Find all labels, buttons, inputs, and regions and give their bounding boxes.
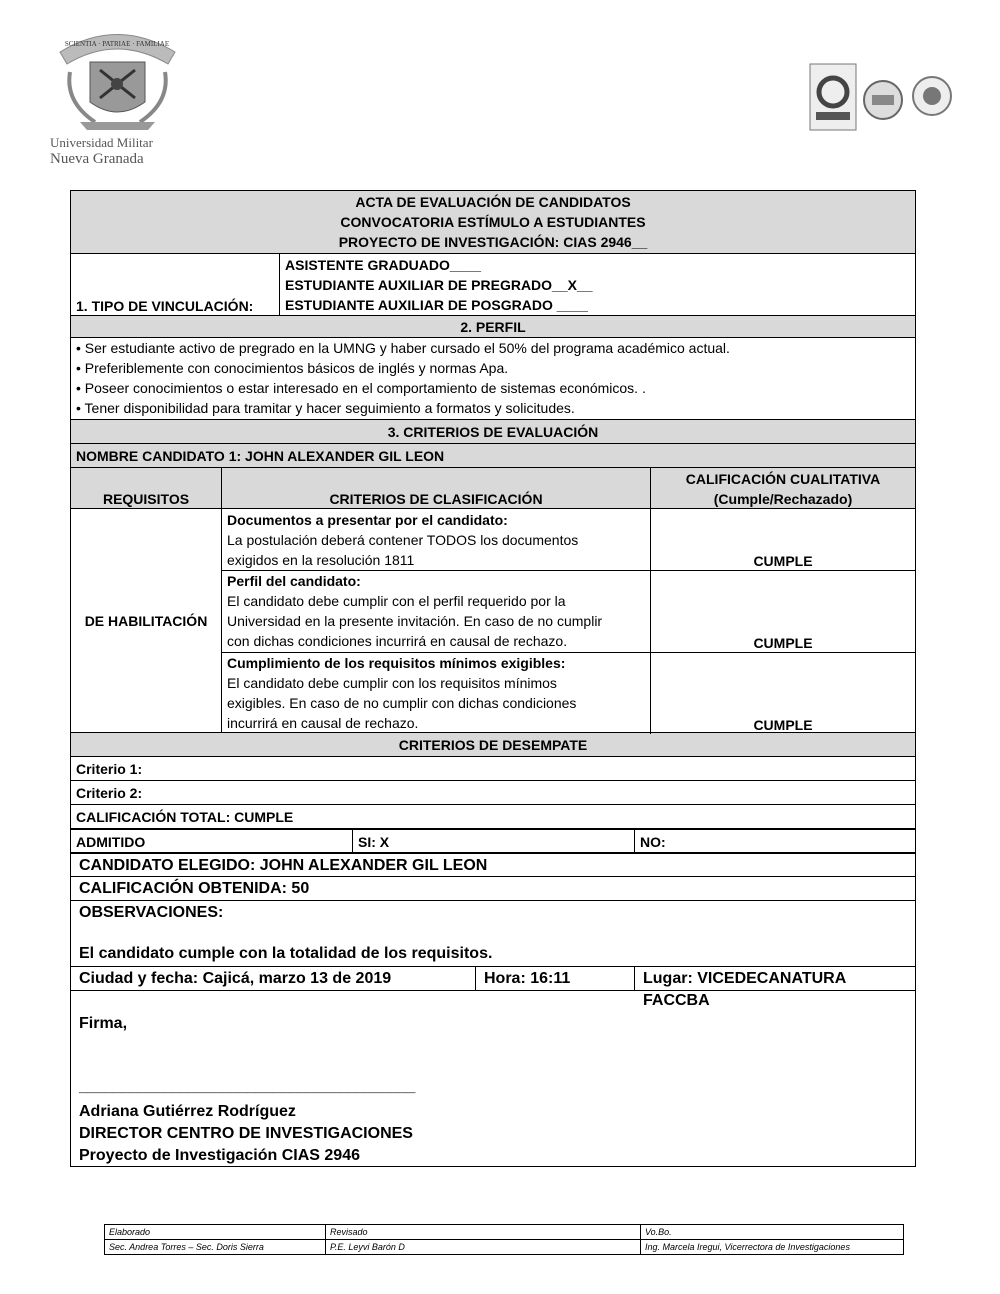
criterio-text: Universidad en la presente invitación. En caso de no cumplir <box>227 613 603 629</box>
footer-header-elaborado: Elaborado <box>105 1225 326 1240</box>
criterio-title: Documentos a presentar por el candidato: <box>227 512 508 528</box>
criterio2-label: Criterio 2: <box>76 785 143 801</box>
university-crest-icon <box>50 22 185 134</box>
criterio-result: CUMPLE <box>650 653 915 734</box>
title-line-2: CONVOCATORIA ESTÍMULO A ESTUDIANTES <box>340 214 646 230</box>
criterio-row-requisitos <box>222 652 915 734</box>
icontec-certification-icon <box>810 64 856 130</box>
perfil-item: • Preferiblemente con conocimientos básicos de inglés y normas Apa. <box>76 360 509 376</box>
criterio-text: La postulación deberá contener TODOS los documentos <box>227 532 579 548</box>
col-calificacion-line1: CALIFICACIÓN CUALITATIVA <box>685 471 881 487</box>
criterio-text: exigidos en la resolución 1811 <box>227 552 415 568</box>
criterio-text: con dichas condiciones incurrirá en causal de rechazo. <box>227 633 568 649</box>
criterio-text: El candidato debe cumplir con los requisitos mínimos <box>227 675 557 691</box>
firma-label: Firma, <box>79 1015 128 1032</box>
admitido-label: ADMITIDO <box>76 834 146 850</box>
criterio-text: exigibles. En caso de no cumplir con dichas condiciones <box>227 695 577 711</box>
footer-header-vobo: Vo.Bo. <box>641 1225 904 1240</box>
criterio1-label: Criterio 1: <box>76 761 143 777</box>
criterio-title: Perfil del candidato: <box>227 573 361 589</box>
hora: Hora: 16:11 <box>475 967 634 990</box>
observaciones-row <box>71 900 915 966</box>
criterios-header: 3. CRITERIOS DE EVALUACIÓN <box>71 419 915 443</box>
perfil-item: • Tener disponibilidad para tramitar y hacer seguimiento a formatos y solicitudes. <box>76 400 575 416</box>
perfil-items <box>71 337 915 419</box>
footer-header-row <box>105 1225 904 1240</box>
certification-logos <box>808 62 958 140</box>
university-logo <box>50 22 185 172</box>
candidate-name: NOMBRE CANDIDATO 1: JOHN ALEXANDER GIL LEON <box>76 448 445 464</box>
admitido-row <box>71 828 915 852</box>
criterio-text: El candidato debe cumplir con el perfil requerido por la <box>227 593 566 609</box>
criterio1-row <box>71 756 915 780</box>
calificacion-obtenida: CALIFICACIÓN OBTENIDA: 50 <box>79 880 310 897</box>
candidate-name-row <box>71 443 915 467</box>
col-requisitos: REQUISITOS <box>102 491 190 507</box>
svg-text:SCIENTIA · PATRIAE · FAMILIAE: SCIENTIA · PATRIAE · FAMILIAE <box>64 40 170 48</box>
criterio-title: Cumplimiento de los requisitos mínimos exigibles: <box>227 655 566 671</box>
form-title <box>71 191 915 253</box>
calificacion-total-row <box>71 804 915 828</box>
habilitacion-label: DE HABILITACIÓN <box>84 612 208 629</box>
iqnet-certification-icon <box>864 81 902 119</box>
criterio-result: CUMPLE <box>650 509 915 570</box>
vinculacion-label: 1. TIPO DE VINCULACIÓN: <box>76 298 254 314</box>
criterio-row-perfil <box>222 570 915 652</box>
vinculacion-option-pregrado: ESTUDIANTE AUXILIAR DE PREGRADO__X__ <box>285 277 593 293</box>
habilitacion-block <box>71 508 915 732</box>
signer-role: DIRECTOR CENTRO DE INVESTIGACIONES <box>79 1125 413 1142</box>
candidato-elegido: CANDIDATO ELEGIDO: JOHN ALEXANDER GIL LEON <box>79 857 488 874</box>
admitido-no: NO: <box>634 830 915 852</box>
approval-footer-table <box>104 1224 904 1255</box>
firma-block <box>71 990 915 1166</box>
signer-name: Adriana Gutiérrez Rodríguez <box>79 1103 296 1120</box>
signature-line: ________________________________________ <box>79 1078 415 1095</box>
evaluation-form <box>70 190 916 1167</box>
footer-value-revisado: P.E. Leyvi Barón D <box>326 1240 641 1255</box>
title-line-3: PROYECTO DE INVESTIGACIÓN: CIAS 2946__ <box>338 234 648 250</box>
criterios-table-header <box>71 467 915 508</box>
signer-project: Proyecto de Investigación CIAS 2946 <box>79 1147 360 1164</box>
col-criterios: CRITERIOS DE CLASIFICACIÓN <box>221 468 650 508</box>
vinculacion-row <box>71 253 915 315</box>
university-name-line2: Nueva Granada <box>50 151 144 167</box>
observaciones-label: OBSERVACIONES: <box>79 904 224 921</box>
observaciones-text: El candidato cumple con la totalidad de los requisitos. <box>79 945 493 962</box>
criterio-result: CUMPLE <box>650 571 915 652</box>
calificacion-total: CALIFICACIÓN TOTAL: CUMPLE <box>76 809 294 825</box>
perfil-item: • Ser estudiante activo de pregrado en la UMNG y haber cursado el 50% del programa académico actual. <box>76 340 730 356</box>
vinculacion-option-graduado: ASISTENTE GRADUADO____ <box>285 257 482 273</box>
ciudad-fecha: Ciudad y fecha: Cajicá, marzo 13 de 2019 <box>79 970 392 987</box>
footer-values-row <box>105 1240 904 1255</box>
desempate-header: CRITERIOS DE DESEMPATE <box>71 732 915 756</box>
footer-value-elaborado: Sec. Andrea Torres – Sec. Doris Sierra <box>105 1240 326 1255</box>
footer-header-revisado: Revisado <box>326 1225 641 1240</box>
criterio2-row <box>71 780 915 804</box>
candidato-elegido-row <box>71 852 915 876</box>
lugar: Lugar: VICEDECANATURA FACCBA <box>634 967 915 990</box>
criterio-text: incurrirá en causal de rechazo. <box>227 715 419 731</box>
col-calificacion-line2: (Cumple/Rechazado) <box>713 491 853 507</box>
footer-value-vobo: Ing. Marcela Iregui, Vicerrectora de Investigaciones <box>641 1240 904 1255</box>
perfil-header: 2. PERFIL <box>71 315 915 337</box>
quality-gp-certification-icon <box>913 77 951 115</box>
fecha-hora-lugar-row <box>71 966 915 1009</box>
university-name-line1: Universidad Militar <box>50 135 153 150</box>
criterio-row-documentos <box>222 509 915 570</box>
admitido-si: SI: X <box>352 830 634 852</box>
perfil-item: • Poseer conocimientos o estar interesado en el comportamiento de sistemas económicos. . <box>76 380 646 396</box>
calificacion-obtenida-row <box>71 876 915 900</box>
title-line-1: ACTA DE EVALUACIÓN DE CANDIDATOS <box>355 194 631 210</box>
vinculacion-option-posgrado: ESTUDIANTE AUXILIAR DE POSGRADO ____ <box>285 297 588 313</box>
